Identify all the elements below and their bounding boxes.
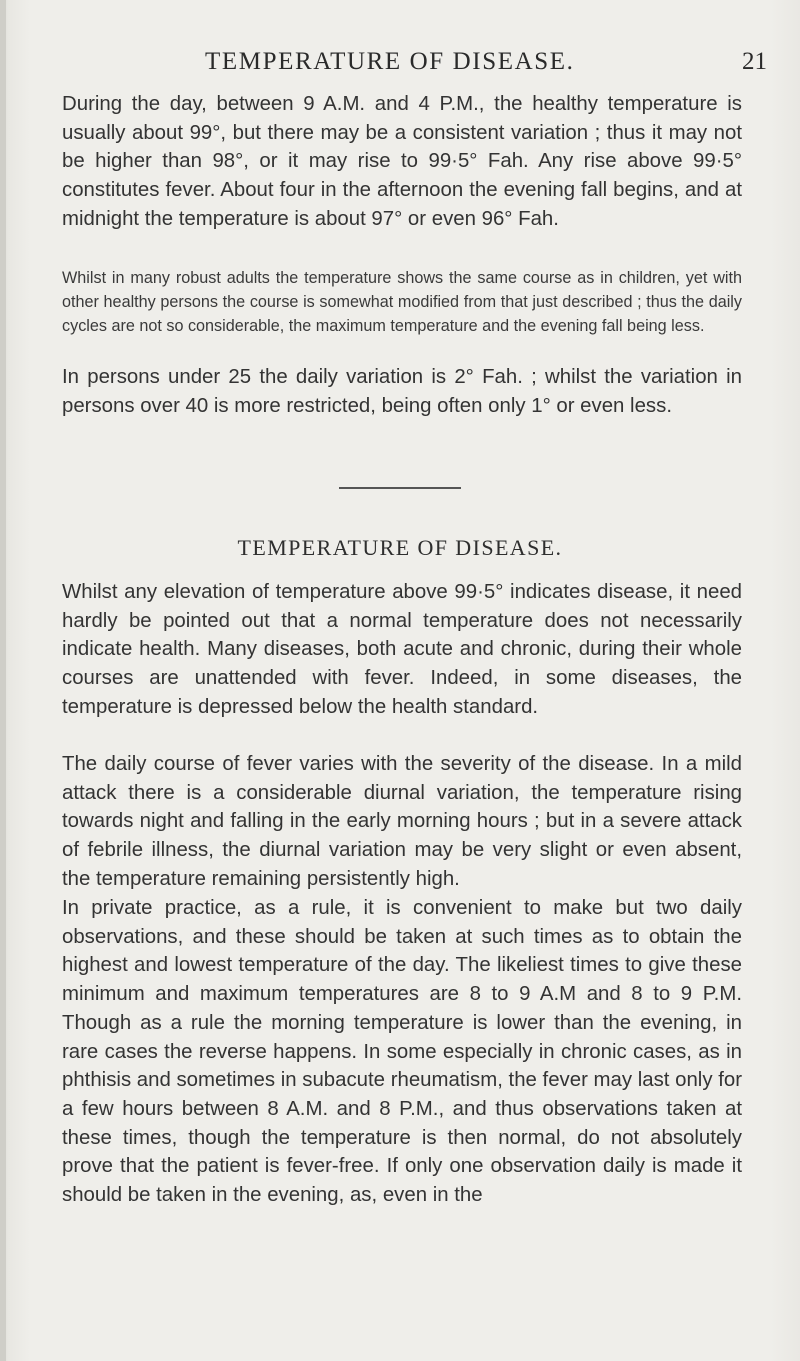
page-binding-edge — [0, 0, 6, 1361]
section-divider — [339, 487, 461, 489]
running-head-title: TEMPERATURE OF DISEASE. — [205, 48, 575, 75]
paragraph-private-practice: In private practice, as a rule, it is convenient to make but two daily observations, and these should be taken at such times as to obtain the highest and lowest temperature of the day. The likeliest times to give these minimum and maximum temperatures are 8 to 9 A.M and 8 to 9 P.M. Though as a rule the morning temperature is lower than the evening, in rare cases the reverse happens. In some especially in chronic cases, as in phthisis and sometimes in subacute rheumatism, the fever may last only for a few hours between 8 A.M. and 8 P.M., and thus observations taken at these times, though the temperature is then normal, do not absolutely prove that the patient is fever-free. If only one observation daily is made it should be taken in the evening, as, even in the — [62, 897, 742, 1207]
section-heading: TEMPERATURE OF DISEASE. — [237, 535, 563, 560]
paragraph-healthy-temperature: During the day, between 9 A.M. and 4 P.M., the healthy temperature is usually about 99°, but there may be a consistent variation ; thus it may not be higher than 98°, or it may rise to 99·5° Fah. Any rise above 99·5° constitutes fever. About four in the afternoon the evening fall begins, and at midnight the temperature is about 97° or even 96° Fah. — [62, 93, 742, 230]
page-number: 21 — [742, 48, 767, 75]
paragraph-daily-course-fever: The daily course of fever varies with the severity of the disease. In a mild attack there is a considerable diurnal variation, the temperature rising towards night and falling in the early morning hours ; but in a severe attack of febrile illness, the diurnal variation may be very slight or even absent, the temperature remaining persistently high. — [62, 753, 742, 890]
paragraph-robust-adults-note: Whilst in many robust adults the temperature shows the same course as in children, yet with other healthy persons the course is somewhat modified from that just described ; thus the daily cycles are not so considerable, the maximum temperature and the evening fall being less. — [62, 269, 742, 335]
paragraph-elevation-disease: Whilst any elevation of temperature above 99·5° indicates disease, it need hardly be pointed out that a normal temperature does not necessarily indicate health. Many diseases, both acute and chronic, during their whole courses are unattended with fever. Indeed, in some diseases, the temperature is depressed below the health standard. — [62, 581, 742, 718]
paragraph-age-variation: In persons under 25 the daily variation is 2° Fah. ; whilst the variation in persons over 40 is more restricted, being often only 1° or even less. — [62, 366, 742, 417]
